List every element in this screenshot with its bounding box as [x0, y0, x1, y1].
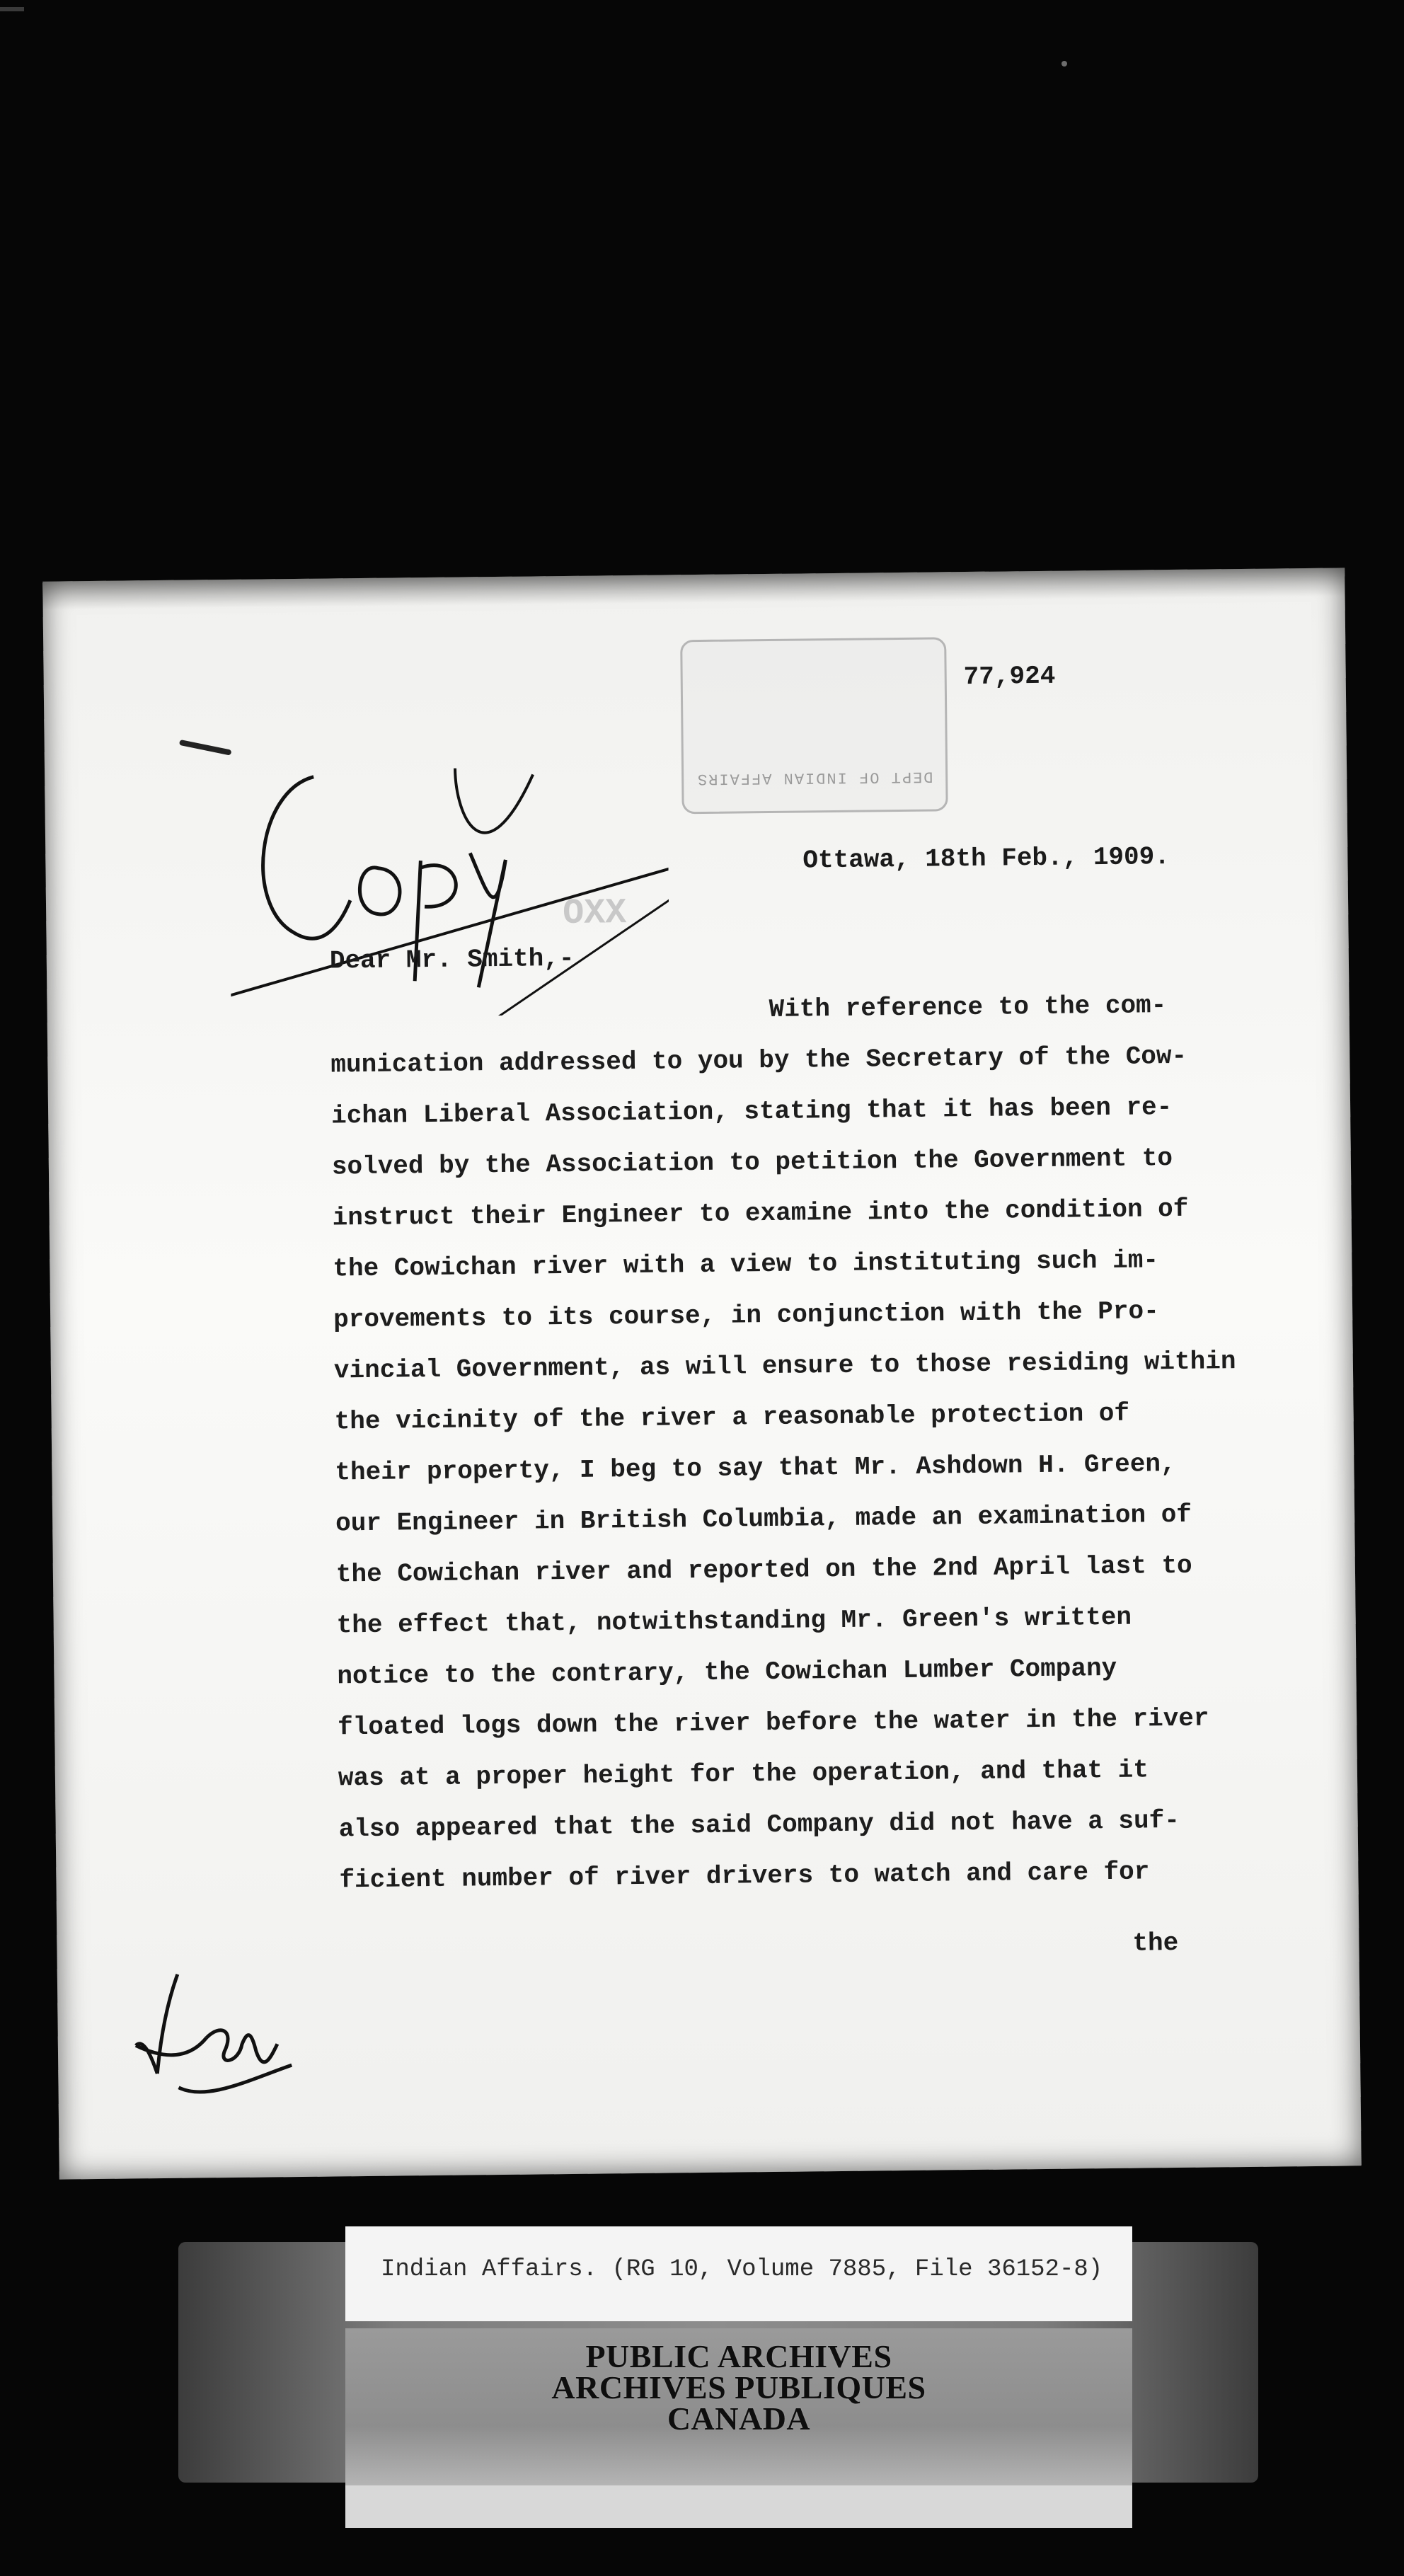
body-line: munication addressed to you by the Secretary of the Cow-: [330, 1041, 1187, 1080]
copy-handwriting: [229, 744, 670, 1018]
body-line: our Engineer in British Columbia, made an examination of: [335, 1500, 1192, 1539]
letter-page: [42, 568, 1362, 2179]
body-line: also appeared that the said Company did not have a suf-: [338, 1805, 1180, 1844]
bottom-strip: [345, 2485, 1132, 2528]
archive-stamp-box: [345, 2328, 1132, 2491]
catchword: the: [1132, 1928, 1179, 1958]
archive-line-1: PUBLIC ARCHIVES: [585, 2338, 892, 2374]
archive-stamp: [345, 2338, 1132, 2437]
handwritten-initials: [121, 1959, 306, 2117]
body-line: the Cowichan river with a view to instituting such im-: [333, 1246, 1159, 1284]
film-dust-mark: [1061, 61, 1067, 67]
body-line: the Cowichan river and reported on the 2nd April last to: [335, 1551, 1192, 1589]
body-line: With reference to the com-: [769, 991, 1167, 1024]
file-number: 77,924: [963, 661, 1056, 692]
body-line: ichan Liberal Association, stating that it has been re-: [330, 1093, 1173, 1131]
body-line: notice to the contrary, the Cowichan Lumber Company: [337, 1653, 1117, 1691]
stamp-text: DEPT OF INDIAN AFFAIRS: [696, 767, 933, 788]
body-line: the vicinity of the river a reasonable protection of: [334, 1398, 1130, 1437]
page-edge-shadow: [42, 568, 1345, 609]
archive-line-3: CANADA: [667, 2400, 811, 2437]
body-line: ficient number of river drivers to watch and care for: [339, 1857, 1150, 1895]
archive-citation: Indian Affairs. (RG 10, Volume 7885, File 36152-8): [381, 2256, 1103, 2283]
body-line: was at a proper height for the operation, and that it: [338, 1755, 1149, 1793]
salutation: Dear Mr. Smith,-: [329, 943, 575, 976]
body-line: floated logs down the river before the water in the river: [337, 1703, 1209, 1742]
svg-text:OXX: OXX: [562, 893, 627, 935]
body-line: the effect that, notwithstanding Mr. Green's written: [336, 1602, 1132, 1640]
body-line: instruct their Engineer to examine into the condition of: [332, 1194, 1189, 1233]
letter-date: Ottawa, 18th Feb., 1909.: [802, 842, 1170, 875]
body-line: vincial Government, as will ensure to those residing within: [333, 1347, 1236, 1386]
film-edge-mark: [0, 7, 24, 11]
body-line: their property, I beg to say that Mr. Ashdown H. Green,: [335, 1449, 1176, 1488]
department-stamp: [680, 637, 948, 814]
body-line: provements to its course, in conjunction with the Pro-: [333, 1296, 1159, 1335]
pen-mark: [179, 735, 236, 757]
body-line: solved by the Association to petition the Government to: [331, 1144, 1173, 1182]
letter-body: [330, 979, 1308, 1906]
citation-strip: [345, 2226, 1132, 2321]
archive-line-2: ARCHIVES PUBLIQUES: [551, 2369, 926, 2405]
